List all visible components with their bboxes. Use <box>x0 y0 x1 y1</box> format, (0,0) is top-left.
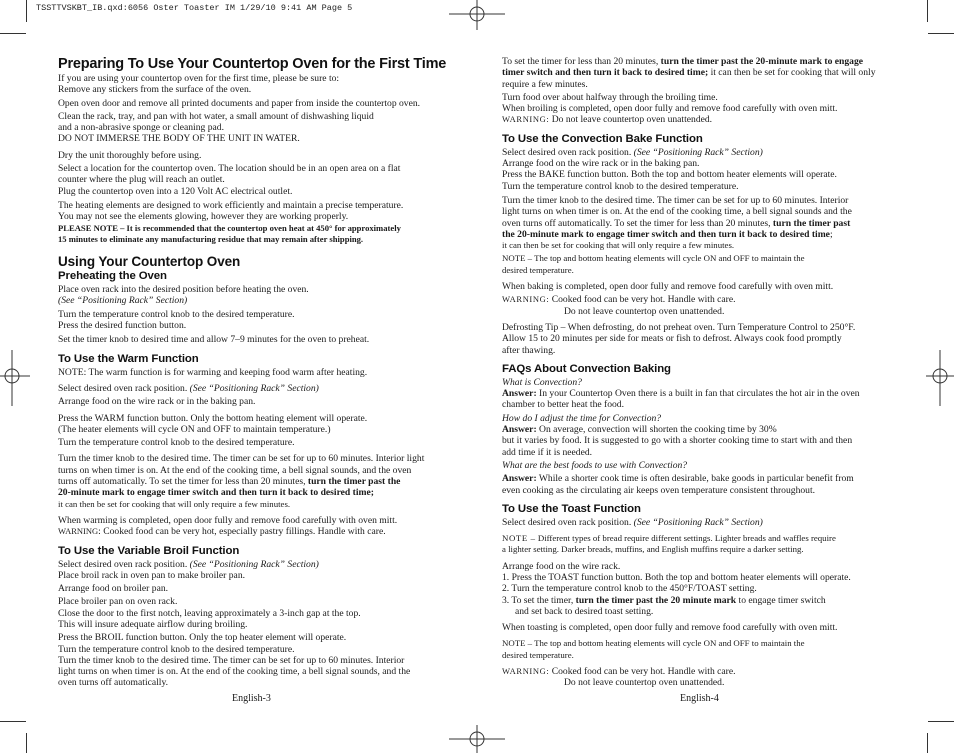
broil-line: Press the BROIL function button. Only the top heater element will operate. <box>58 632 347 644</box>
warm-line: Arrange food on the wire rack or in the baking pan. <box>58 396 256 408</box>
preheat-line: (See “Positioning Rack” Section) <box>58 295 188 307</box>
bold-text: turn the timer past the 20-minute mark to engage <box>660 56 864 67</box>
defrost-tip: Defrosting Tip – When defrosting, do not preheat oven. Turn Temperature Control to 250°F. <box>502 321 856 333</box>
convbake-note: desired temperature. <box>502 264 574 275</box>
note-text: – The top and bottom heating elements will cycle ON and OFF to maintain the <box>525 253 805 264</box>
page-title: Preparing To Use Your Countertop Oven for the First Time <box>58 56 447 72</box>
warm-line: it can then be set for cooking that will only require a few minutes. <box>58 498 291 509</box>
toast-note: desired temperature. <box>502 649 574 660</box>
warning-text: Do not leave countertop oven unattended. <box>549 114 713 126</box>
note-text: Different types of bread require different settings. Lighter breads and waffles require <box>535 533 836 544</box>
faq-question: What is Convection? <box>502 376 582 388</box>
answer-text: On average, convection will shorten the cooking time by 30% <box>536 424 777 436</box>
note-label: NOTE <box>502 638 526 649</box>
toast-warning: Do not leave countertop oven unattended. <box>564 677 725 689</box>
convbake-line: Arrange food on the wire rack or in the baking pan. <box>502 158 700 170</box>
toast-step <box>502 595 898 606</box>
intro-line: You may not see the elements glowing, however they are working properly. <box>58 211 349 223</box>
convbake-warning <box>502 294 898 305</box>
warm-select <box>58 383 450 394</box>
toast-line: When toasting is completed, open door fully and remove food carefully with oven mitt. <box>502 622 838 634</box>
intro-line: The heating elements are designed to work efficiently and maintain a precise temperature. <box>58 199 404 211</box>
convbake-line <box>502 229 898 240</box>
timer-text: turns off automatically. To set the timer for less than 20 minutes, <box>58 476 308 488</box>
see-ref: (See “Positioning Rack” Section) <box>633 146 763 158</box>
convbake-line: it can then be set for cooking that will only require a few minutes. <box>502 240 735 251</box>
broil-cont-line: When broiling is completed, open door fully and remove food carefully with oven mitt. <box>502 103 838 115</box>
toast-line: Arrange food on the wire rack. <box>502 560 621 572</box>
broil-cont-line <box>502 56 898 67</box>
broil-line: Arrange food on broiler pan. <box>58 583 169 595</box>
answer-label: Answer: <box>502 424 537 436</box>
see-ref: (See “Positioning Rack” Section) <box>633 516 763 528</box>
convbake-line: Turn the timer knob to the desired time. The timer can be set for up to 60 minutes. Interior <box>502 194 849 206</box>
note-text: – The top and bottom heating elements will cycle ON and OFF to maintain the <box>525 638 805 649</box>
faq-question: What are the best foods to use with Convection? <box>502 459 688 471</box>
broil-cont-line <box>502 67 898 78</box>
intro-line: Remove any stickers from the surface of the oven. <box>58 84 252 96</box>
warning-label: WARNING: <box>502 666 550 677</box>
preheat-line: Set the timer knob to desired time and allow 7–9 minutes for the oven to preheat. <box>58 334 370 346</box>
faq-question: How do I adjust the time for Convection? <box>502 412 662 424</box>
note-label: NOTE – <box>502 533 536 544</box>
section-title: FAQs About Convection Baking <box>502 362 671 375</box>
see-ref: (See “Positioning Rack” Section) <box>189 558 319 570</box>
warm-warning <box>58 526 450 537</box>
please-note: PLEASE NOTE – It is recommended that the countertop oven heat at 450° for approximately <box>58 222 401 233</box>
broil-line: Turn the temperature control knob to the desired temperature. <box>58 643 295 655</box>
answer-text: In your Countertop Oven there is a built in fan that circulates the hot air in the oven <box>536 388 860 400</box>
crop-mark <box>928 33 954 34</box>
intro-line: Clean the rack, tray, and pan with hot water, a small amount of dishwashing liquid <box>58 110 374 122</box>
text: To set the timer for less than 20 minutes, <box>502 56 661 67</box>
warm-line <box>58 487 450 498</box>
toast-step: 1. Press the TOAST function button. Both the top and bottom heater elements will operate. <box>502 571 851 583</box>
intro-line: Dry the unit thoroughly before using. <box>58 149 202 161</box>
bold-text: the 20-minute mark to engage timer switch and then turn it back to desired time <box>502 228 830 240</box>
answer-label: Answer: <box>502 388 537 400</box>
convbake-select <box>502 147 898 158</box>
defrost-tip: Allow 15 to 20 minutes per side for meats or fish to defrost. Always cook food promptly <box>502 333 842 345</box>
convbake-warning: Do not leave countertop oven unattended. <box>564 305 725 317</box>
warning-text: Cooked food can be very hot. Handle with care. <box>549 666 736 678</box>
faq-answer: but it varies by food. It is suggested to go with a shorter cooking time to start with and then <box>502 435 853 447</box>
timer-bold: 20-minute mark to engage timer switch and then turn it back to desired time; <box>58 487 374 499</box>
broil-cont-line: require a few minutes. <box>502 78 588 90</box>
warm-line: Press the WARM function button. Only the bottom heating element will operate. <box>58 412 368 424</box>
crop-mark <box>927 733 928 753</box>
answer-text: While a shorter cook time is often desirable, bake goods in particular benefit from <box>536 473 854 485</box>
registration-mark-top-icon <box>449 0 505 30</box>
convbake-line: When baking is completed, open door fully and remove food carefully with oven mitt. <box>502 281 834 293</box>
section-title: To Use the Warm Function <box>58 352 199 365</box>
convbake-line: light turns on when timer is on. At the end of the cooking time, a bell signal sounds and the <box>502 206 852 218</box>
warning-label: WARNING <box>58 526 99 537</box>
intro-line: DO NOT IMMERSE THE BODY OF THE UNIT IN WATER. <box>58 133 300 145</box>
faq-answer <box>502 424 898 435</box>
answer-label: Answer: <box>502 473 537 485</box>
right-page <box>502 56 898 689</box>
registration-mark-left-icon <box>0 350 30 406</box>
text: ; <box>829 228 833 240</box>
warm-note <box>58 367 450 378</box>
convbake-line: Turn the temperature control knob to the desired temperature. <box>502 180 739 192</box>
warm-line: (The heater elements will cycle ON and OFF to maintain temperature.) <box>58 423 331 435</box>
note-text: : The warm function is for warming and keeping food warm after heating. <box>83 366 368 378</box>
section-title: To Use the Toast Function <box>502 502 641 515</box>
convbake-line <box>502 218 898 229</box>
warm-line: Turn the temperature control knob to the desired temperature. <box>58 437 295 449</box>
please-note: 15 minutes to eliminate any manufacturing residue that may remain after shipping. <box>58 233 364 244</box>
intro-line: and a non-abrasive sponge or cleaning pad. <box>58 122 224 134</box>
timer-bold: turn the timer past the <box>307 476 401 488</box>
crop-mark <box>26 733 27 753</box>
broil-select <box>58 559 450 570</box>
print-slug: TSSTTVSKBT_IB.qxd:6056 Oster Toaster IM 1/29/10 9:41 AM Page 5 <box>36 3 353 13</box>
intro-line: Plug the countertop oven into a 120 Volt AC electrical outlet. <box>58 185 293 197</box>
toast-warning <box>502 666 898 677</box>
intro-line: Open oven door and remove all printed documents and paper from inside the countertop oven. <box>58 97 421 109</box>
page-number-right: English-4 <box>680 693 719 704</box>
defrost-tip: after thawing. <box>502 344 556 356</box>
faq-answer <box>502 388 898 399</box>
toast-note <box>502 533 898 544</box>
intro-line: Select a location for the countertop oven. The location should be in an open area on a flat <box>58 163 401 175</box>
faq-answer: add time if it is needed. <box>502 446 593 458</box>
warm-line <box>58 476 450 487</box>
convbake-line: Press the BAKE function button. Both the top and bottom heater elements will operate. <box>502 169 837 181</box>
toast-note: a lighter setting. Darker breads, muffins, and English muffins require a darker setting. <box>502 544 804 555</box>
preheat-line: Press the desired function button. <box>58 320 187 332</box>
warning-text: : Cooked food can be very hot, especially pastry fillings. Handle with care. <box>98 526 386 538</box>
section-subtitle: Preheating the Oven <box>58 270 167 283</box>
select-text: Select desired oven rack position. <box>58 558 188 570</box>
toast-step: 2. Turn the temperature control knob to the 450°F/TOAST setting. <box>502 583 757 595</box>
crop-mark <box>927 0 928 22</box>
toast-step: and set back to desired toast setting. <box>515 605 654 617</box>
broil-line: This will insure adequate airflow during broiling. <box>58 618 248 630</box>
section-title: Using Your Countertop Oven <box>58 254 241 270</box>
faq-answer <box>502 473 898 484</box>
crop-mark <box>26 0 27 22</box>
warm-line: When warming is completed, open door fully and remove food carefully with oven mitt. <box>58 514 398 526</box>
note-label: NOTE <box>502 253 526 264</box>
left-page <box>58 56 450 689</box>
broil-line: Close the door to the first notch, leaving approximately a 3-inch gap at the top. <box>58 607 361 619</box>
warning-label: WARNING: <box>502 114 550 125</box>
text: it can then be set for cooking that will only <box>708 67 876 79</box>
text: 3. To set the timer, <box>502 594 576 606</box>
broil-line: Turn the timer knob to the desired time. The timer can be set for up to 60 minutes. Interior <box>58 654 405 666</box>
warning-label: WARNING: <box>502 294 550 305</box>
faq-answer: even cooking as the circulating air keeps oven temperature consistent throughout. <box>502 484 816 496</box>
select-text: Select desired oven rack position. <box>502 146 632 158</box>
crop-mark <box>0 33 26 34</box>
warm-line: Turn the timer knob to the desired time. The timer can be set for up to 60 minutes. Interior light <box>58 453 425 465</box>
registration-mark-bottom-icon <box>449 725 505 753</box>
broil-line: oven turns off automatically. <box>58 677 169 689</box>
warning-text: Cooked food can be very hot. Handle with care. <box>549 294 736 306</box>
section-title: To Use the Variable Broil Function <box>58 544 240 557</box>
crop-mark <box>928 721 954 722</box>
preheat-line: Turn the temperature control knob to the desired temperature. <box>58 308 295 320</box>
broil-line: light turns on when timer is on. At the end of the cooking time, a bell signal sounds, and the <box>58 666 411 678</box>
broil-cont-line: Turn food over about halfway through the broiling time. <box>502 91 718 103</box>
warm-line: turns on when timer is on. At the end of the cooking time, a bell signal sounds, and the oven <box>58 464 412 476</box>
broil-warning <box>502 114 898 125</box>
section-title: To Use the Convection Bake Function <box>502 132 703 145</box>
see-ref: (See “Positioning Rack” Section) <box>189 382 319 394</box>
select-text: Select desired oven rack position. <box>502 516 632 528</box>
toast-note <box>502 638 898 649</box>
broil-line: Place broil rack in oven pan to make broiler pan. <box>58 569 246 581</box>
toast-select <box>502 517 898 528</box>
note-label: NOTE <box>58 366 84 378</box>
bold-text: turn the timer past the 20 minute mark <box>575 594 737 606</box>
bold-text: turn the timer past <box>772 217 851 229</box>
intro-line: If you are using your countertop oven for the first time, please be sure to: <box>58 73 340 84</box>
intro-line: counter where the plug will reach an outlet. <box>58 174 225 186</box>
select-text: Select desired oven rack position. <box>58 382 188 394</box>
text: to engage timer switch <box>736 594 826 606</box>
text: oven turns off automatically. To set the timer for less than 20 minutes, <box>502 217 773 229</box>
page-number-left: English-3 <box>232 693 271 704</box>
registration-mark-right-icon <box>926 350 954 406</box>
preheat-line: Place oven rack into the desired position before heating the oven. <box>58 284 309 296</box>
convbake-note <box>502 253 898 264</box>
crop-mark <box>0 721 26 722</box>
faq-answer: chamber to better heat the food. <box>502 399 625 411</box>
broil-line: Place broiler pan on oven rack. <box>58 596 178 608</box>
bold-text: timer switch and then turn it back to desired time; <box>502 67 709 79</box>
